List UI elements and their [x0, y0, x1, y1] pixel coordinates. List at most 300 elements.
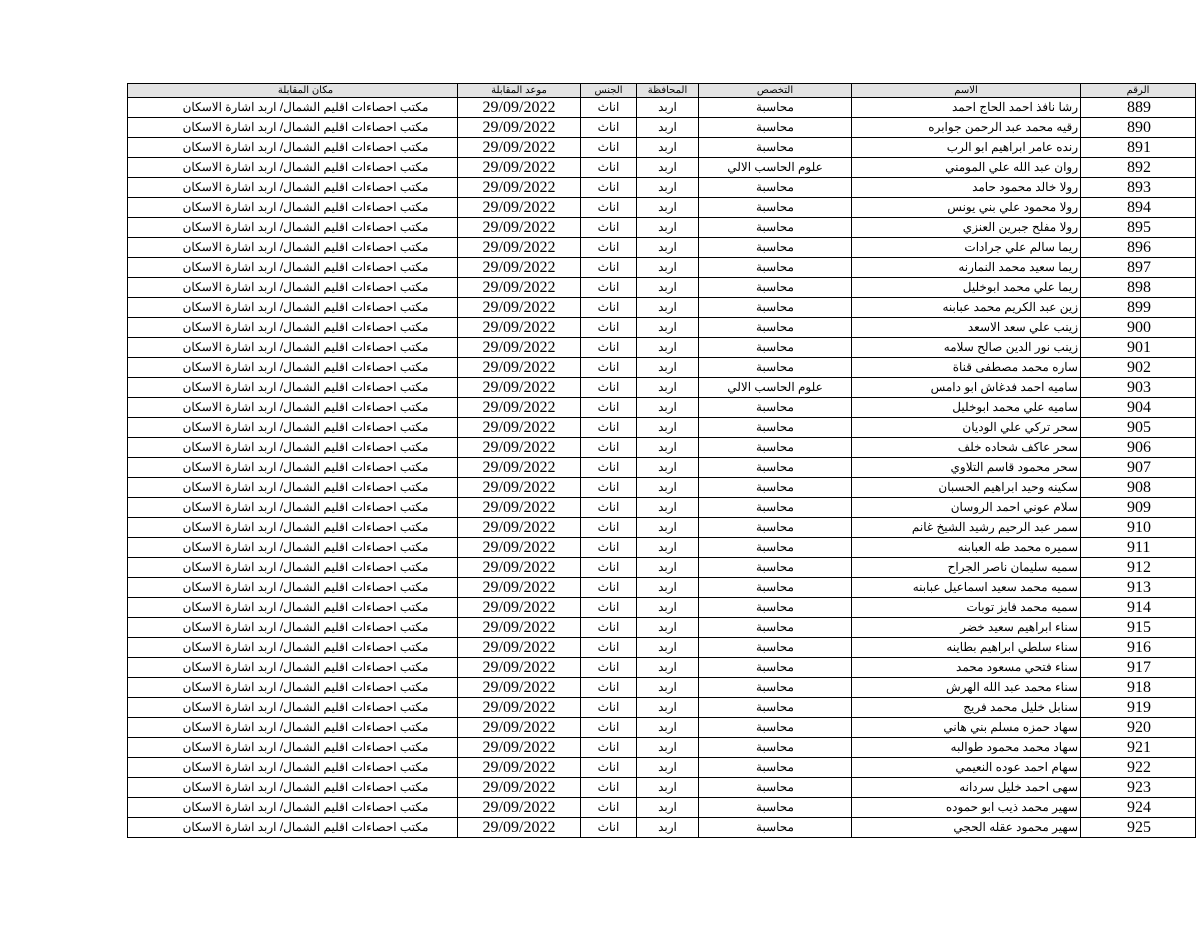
cell-number: 916 [1081, 638, 1196, 658]
table-row [128, 338, 1196, 358]
cell-interview-place: مكتب احصاءات اقليم الشمال/ اربد اشارة الاسكان [128, 558, 458, 578]
cell-interview-place: مكتب احصاءات اقليم الشمال/ اربد اشارة الاسكان [128, 498, 458, 518]
cell-gender: اناث [581, 298, 637, 318]
cell-interview-place: مكتب احصاءات اقليم الشمال/ اربد اشارة الاسكان [128, 178, 458, 198]
cell-province: اربد [637, 578, 699, 598]
cell-specialty: محاسبة [699, 398, 852, 418]
cell-interview-place: مكتب احصاءات اقليم الشمال/ اربد اشارة الاسكان [128, 598, 458, 618]
cell-specialty: محاسبة [699, 438, 852, 458]
cell-interview-place: مكتب احصاءات اقليم الشمال/ اربد اشارة الاسكان [128, 338, 458, 358]
cell-interview-place: مكتب احصاءات اقليم الشمال/ اربد اشارة الاسكان [128, 458, 458, 478]
cell-gender: اناث [581, 258, 637, 278]
cell-province: اربد [637, 278, 699, 298]
cell-specialty: محاسبة [699, 558, 852, 578]
table-row [128, 298, 1196, 318]
cell-interview-date: 29/09/2022 [458, 158, 581, 178]
cell-gender: اناث [581, 378, 637, 398]
header-name: الاسم [852, 84, 1081, 98]
cell-interview-date: 29/09/2022 [458, 698, 581, 718]
cell-interview-date: 29/09/2022 [458, 638, 581, 658]
cell-number: 908 [1081, 478, 1196, 498]
cell-province: اربد [637, 678, 699, 698]
cell-name: زين عبد الكريم محمد عبابنه [852, 298, 1081, 318]
cell-province: اربد [637, 398, 699, 418]
cell-gender: اناث [581, 138, 637, 158]
cell-name: سميه محمد فايز توبات [852, 598, 1081, 618]
cell-gender: اناث [581, 278, 637, 298]
cell-specialty: محاسبة [699, 418, 852, 438]
cell-interview-date: 29/09/2022 [458, 198, 581, 218]
cell-number: 892 [1081, 158, 1196, 178]
cell-gender: اناث [581, 818, 637, 838]
cell-specialty: محاسبة [699, 718, 852, 738]
cell-number: 921 [1081, 738, 1196, 758]
cell-name: زينب نور الدين صالح سلامه [852, 338, 1081, 358]
cell-interview-date: 29/09/2022 [458, 598, 581, 618]
cell-interview-date: 29/09/2022 [458, 458, 581, 478]
cell-gender: اناث [581, 798, 637, 818]
cell-interview-date: 29/09/2022 [458, 718, 581, 738]
cell-gender: اناث [581, 698, 637, 718]
table-row [128, 618, 1196, 638]
cell-interview-place: مكتب احصاءات اقليم الشمال/ اربد اشارة الاسكان [128, 218, 458, 238]
cell-number: 915 [1081, 618, 1196, 638]
cell-gender: اناث [581, 758, 637, 778]
table-row [128, 118, 1196, 138]
table-row [128, 318, 1196, 338]
table-row [128, 498, 1196, 518]
table-row [128, 578, 1196, 598]
cell-province: اربد [637, 418, 699, 438]
cell-specialty: محاسبة [699, 118, 852, 138]
cell-gender: اناث [581, 538, 637, 558]
cell-name: سهير محمد ذيب ابو حموده [852, 798, 1081, 818]
cell-name: سحر تركي علي الوديان [852, 418, 1081, 438]
cell-province: اربد [637, 378, 699, 398]
cell-province: اربد [637, 698, 699, 718]
header-province: المحافظة [637, 84, 699, 98]
cell-province: اربد [637, 518, 699, 538]
cell-number: 920 [1081, 718, 1196, 738]
cell-province: اربد [637, 238, 699, 258]
table-row [128, 178, 1196, 198]
cell-interview-date: 29/09/2022 [458, 238, 581, 258]
cell-gender: اناث [581, 718, 637, 738]
cell-interview-place: مكتب احصاءات اقليم الشمال/ اربد اشارة الاسكان [128, 158, 458, 178]
table-row [128, 358, 1196, 378]
cell-number: 905 [1081, 418, 1196, 438]
cell-province: اربد [637, 218, 699, 238]
cell-interview-date: 29/09/2022 [458, 178, 581, 198]
cell-interview-date: 29/09/2022 [458, 378, 581, 398]
cell-interview-date: 29/09/2022 [458, 478, 581, 498]
cell-interview-place: مكتب احصاءات اقليم الشمال/ اربد اشارة الاسكان [128, 638, 458, 658]
cell-specialty: محاسبة [699, 178, 852, 198]
header-interview-date: موعد المقابلة [458, 84, 581, 98]
cell-specialty: محاسبة [699, 338, 852, 358]
cell-interview-place: مكتب احصاءات اقليم الشمال/ اربد اشارة الاسكان [128, 138, 458, 158]
cell-interview-place: مكتب احصاءات اقليم الشمال/ اربد اشارة الاسكان [128, 398, 458, 418]
cell-gender: اناث [581, 498, 637, 518]
cell-gender: اناث [581, 578, 637, 598]
cell-name: ساره محمد مصطفى قناة [852, 358, 1081, 378]
cell-gender: اناث [581, 238, 637, 258]
cell-gender: اناث [581, 618, 637, 638]
cell-gender: اناث [581, 738, 637, 758]
cell-name: سحر عاكف شحاده خلف [852, 438, 1081, 458]
cell-gender: اناث [581, 158, 637, 178]
cell-province: اربد [637, 438, 699, 458]
table-row [128, 798, 1196, 818]
cell-specialty: علوم الحاسب الالي [699, 378, 852, 398]
cell-name: ساميه احمد فدغاش ابو دامس [852, 378, 1081, 398]
cell-number: 904 [1081, 398, 1196, 418]
cell-name: رولا خالد محمود حامد [852, 178, 1081, 198]
cell-gender: اناث [581, 478, 637, 498]
cell-specialty: محاسبة [699, 298, 852, 318]
cell-gender: اناث [581, 638, 637, 658]
cell-interview-place: مكتب احصاءات اقليم الشمال/ اربد اشارة الاسكان [128, 618, 458, 638]
cell-specialty: محاسبة [699, 698, 852, 718]
table-row [128, 218, 1196, 238]
cell-province: اربد [637, 798, 699, 818]
cell-number: 910 [1081, 518, 1196, 538]
cell-name: ريما سالم علي جرادات [852, 238, 1081, 258]
cell-number: 925 [1081, 818, 1196, 838]
cell-name: سناء سلطي ابراهيم بطاينه [852, 638, 1081, 658]
table-row [128, 538, 1196, 558]
cell-province: اربد [637, 718, 699, 738]
cell-province: اربد [637, 758, 699, 778]
cell-number: 906 [1081, 438, 1196, 458]
cell-interview-place: مكتب احصاءات اقليم الشمال/ اربد اشارة الاسكان [128, 198, 458, 218]
table-row [128, 278, 1196, 298]
cell-province: اربد [637, 658, 699, 678]
cell-province: اربد [637, 458, 699, 478]
cell-number: 909 [1081, 498, 1196, 518]
cell-province: اربد [637, 558, 699, 578]
cell-gender: اناث [581, 518, 637, 538]
cell-interview-place: مكتب احصاءات اقليم الشمال/ اربد اشارة الاسكان [128, 658, 458, 678]
table-row [128, 98, 1196, 118]
cell-interview-place: مكتب احصاءات اقليم الشمال/ اربد اشارة الاسكان [128, 258, 458, 278]
cell-name: سنابل خليل محمد فريج [852, 698, 1081, 718]
cell-province: اربد [637, 358, 699, 378]
cell-number: 912 [1081, 558, 1196, 578]
cell-interview-date: 29/09/2022 [458, 98, 581, 118]
cell-specialty: محاسبة [699, 198, 852, 218]
cell-gender: اناث [581, 318, 637, 338]
cell-name: سلام عوني احمد الروسان [852, 498, 1081, 518]
cell-number: 907 [1081, 458, 1196, 478]
cell-number: 923 [1081, 778, 1196, 798]
cell-specialty: محاسبة [699, 98, 852, 118]
cell-interview-date: 29/09/2022 [458, 318, 581, 338]
cell-interview-place: مكتب احصاءات اقليم الشمال/ اربد اشارة الاسكان [128, 678, 458, 698]
cell-interview-place: مكتب احصاءات اقليم الشمال/ اربد اشارة الاسكان [128, 298, 458, 318]
table-row [128, 638, 1196, 658]
table-row [128, 778, 1196, 798]
cell-interview-place: مكتب احصاءات اقليم الشمال/ اربد اشارة الاسكان [128, 758, 458, 778]
cell-province: اربد [637, 498, 699, 518]
cell-specialty: محاسبة [699, 358, 852, 378]
cell-interview-date: 29/09/2022 [458, 818, 581, 838]
cell-interview-place: مكتب احصاءات اقليم الشمال/ اربد اشارة الاسكان [128, 378, 458, 398]
cell-name: سهام احمد عوده النعيمي [852, 758, 1081, 778]
cell-gender: اناث [581, 358, 637, 378]
cell-specialty: محاسبة [699, 818, 852, 838]
cell-specialty: محاسبة [699, 258, 852, 278]
cell-number: 914 [1081, 598, 1196, 618]
cell-interview-place: مكتب احصاءات اقليم الشمال/ اربد اشارة الاسكان [128, 718, 458, 738]
cell-interview-date: 29/09/2022 [458, 778, 581, 798]
cell-interview-date: 29/09/2022 [458, 418, 581, 438]
candidates-table [127, 83, 1196, 838]
cell-province: اربد [637, 778, 699, 798]
cell-specialty: محاسبة [699, 578, 852, 598]
cell-specialty: محاسبة [699, 598, 852, 618]
table-row [128, 598, 1196, 618]
cell-province: اربد [637, 538, 699, 558]
table-row [128, 258, 1196, 278]
cell-specialty: محاسبة [699, 638, 852, 658]
cell-interview-date: 29/09/2022 [458, 218, 581, 238]
cell-specialty: محاسبة [699, 518, 852, 538]
table-row [128, 198, 1196, 218]
cell-number: 890 [1081, 118, 1196, 138]
cell-interview-date: 29/09/2022 [458, 498, 581, 518]
cell-interview-date: 29/09/2022 [458, 138, 581, 158]
cell-province: اربد [637, 478, 699, 498]
cell-interview-place: مكتب احصاءات اقليم الشمال/ اربد اشارة الاسكان [128, 478, 458, 498]
cell-province: اربد [637, 818, 699, 838]
cell-name: سحر محمود قاسم التلاوي [852, 458, 1081, 478]
cell-province: اربد [637, 318, 699, 338]
cell-interview-date: 29/09/2022 [458, 118, 581, 138]
cell-name: سمر عبد الرحيم رشيد الشيخ غانم [852, 518, 1081, 538]
cell-interview-place: مكتب احصاءات اقليم الشمال/ اربد اشارة الاسكان [128, 358, 458, 378]
cell-number: 896 [1081, 238, 1196, 258]
table-row [128, 158, 1196, 178]
cell-name: رنده عامر ابراهيم ابو الرب [852, 138, 1081, 158]
cell-number: 913 [1081, 578, 1196, 598]
cell-gender: اناث [581, 398, 637, 418]
table-row [128, 378, 1196, 398]
table-row [128, 658, 1196, 678]
cell-number: 899 [1081, 298, 1196, 318]
cell-name: سناء محمد عبد الله الهرش [852, 678, 1081, 698]
cell-interview-place: مكتب احصاءات اقليم الشمال/ اربد اشارة الاسكان [128, 318, 458, 338]
cell-province: اربد [637, 598, 699, 618]
cell-name: رولا مفلح جبرين العنزي [852, 218, 1081, 238]
cell-number: 894 [1081, 198, 1196, 218]
cell-specialty: محاسبة [699, 138, 852, 158]
cell-gender: اناث [581, 458, 637, 478]
cell-name: ريما سعيد محمد النمارنه [852, 258, 1081, 278]
cell-specialty: محاسبة [699, 618, 852, 638]
cell-specialty: محاسبة [699, 538, 852, 558]
cell-number: 901 [1081, 338, 1196, 358]
cell-province: اربد [637, 738, 699, 758]
cell-interview-date: 29/09/2022 [458, 558, 581, 578]
cell-interview-date: 29/09/2022 [458, 518, 581, 538]
cell-specialty: محاسبة [699, 238, 852, 258]
cell-specialty: محاسبة [699, 318, 852, 338]
table-row [128, 518, 1196, 538]
cell-province: اربد [637, 198, 699, 218]
cell-interview-place: مكتب احصاءات اقليم الشمال/ اربد اشارة الاسكان [128, 818, 458, 838]
cell-province: اربد [637, 138, 699, 158]
cell-number: 918 [1081, 678, 1196, 698]
cell-specialty: محاسبة [699, 678, 852, 698]
cell-interview-place: مكتب احصاءات اقليم الشمال/ اربد اشارة الاسكان [128, 118, 458, 138]
table-row [128, 818, 1196, 838]
cell-gender: اناث [581, 658, 637, 678]
cell-province: اربد [637, 338, 699, 358]
table-row [128, 458, 1196, 478]
header-number: الرقم [1081, 84, 1196, 98]
cell-number: 922 [1081, 758, 1196, 778]
cell-specialty: محاسبة [699, 758, 852, 778]
header-specialty: التخصص [699, 84, 852, 98]
cell-interview-date: 29/09/2022 [458, 758, 581, 778]
header-gender: الجنس [581, 84, 637, 98]
cell-province: اربد [637, 618, 699, 638]
cell-specialty: محاسبة [699, 658, 852, 678]
cell-interview-place: مكتب احصاءات اقليم الشمال/ اربد اشارة الاسكان [128, 98, 458, 118]
cell-name: رقيه محمد عبد الرحمن جوابره [852, 118, 1081, 138]
cell-interview-date: 29/09/2022 [458, 338, 581, 358]
cell-name: سميه سليمان ناصر الجراح [852, 558, 1081, 578]
cell-interview-place: مكتب احصاءات اقليم الشمال/ اربد اشارة الاسكان [128, 438, 458, 458]
cell-interview-date: 29/09/2022 [458, 538, 581, 558]
cell-number: 903 [1081, 378, 1196, 398]
cell-province: اربد [637, 158, 699, 178]
cell-gender: اناث [581, 338, 637, 358]
cell-gender: اناث [581, 438, 637, 458]
cell-specialty: محاسبة [699, 498, 852, 518]
cell-number: 891 [1081, 138, 1196, 158]
cell-name: ريما علي محمد ابوخليل [852, 278, 1081, 298]
table-row [128, 418, 1196, 438]
table-row [128, 738, 1196, 758]
cell-interview-place: مكتب احصاءات اقليم الشمال/ اربد اشارة الاسكان [128, 418, 458, 438]
cell-name: رشا نافذ احمد الحاج احمد [852, 98, 1081, 118]
cell-gender: اناث [581, 418, 637, 438]
cell-province: اربد [637, 118, 699, 138]
cell-name: سكينه وحيد ابراهيم الحسبان [852, 478, 1081, 498]
cell-interview-date: 29/09/2022 [458, 258, 581, 278]
cell-province: اربد [637, 178, 699, 198]
cell-specialty: محاسبة [699, 778, 852, 798]
cell-gender: اناث [581, 678, 637, 698]
table-row [128, 698, 1196, 718]
cell-interview-date: 29/09/2022 [458, 618, 581, 638]
cell-gender: اناث [581, 558, 637, 578]
cell-gender: اناث [581, 198, 637, 218]
cell-specialty: محاسبة [699, 798, 852, 818]
table-row [128, 558, 1196, 578]
cell-specialty: محاسبة [699, 478, 852, 498]
cell-specialty: محاسبة [699, 218, 852, 238]
cell-interview-place: مكتب احصاءات اقليم الشمال/ اربد اشارة الاسكان [128, 798, 458, 818]
cell-gender: اناث [581, 178, 637, 198]
cell-province: اربد [637, 298, 699, 318]
cell-interview-date: 29/09/2022 [458, 578, 581, 598]
header-interview-place: مكان المقابلة [128, 84, 458, 98]
cell-name: ساميه علي محمد ابوخليل [852, 398, 1081, 418]
cell-interview-place: مكتب احصاءات اقليم الشمال/ اربد اشارة الاسكان [128, 238, 458, 258]
cell-interview-date: 29/09/2022 [458, 798, 581, 818]
table-body [128, 98, 1196, 838]
cell-name: روان عبد الله علي المومني [852, 158, 1081, 178]
cell-number: 895 [1081, 218, 1196, 238]
cell-gender: اناث [581, 218, 637, 238]
table-row [128, 398, 1196, 418]
cell-interview-place: مكتب احصاءات اقليم الشمال/ اربد اشارة الاسكان [128, 578, 458, 598]
cell-interview-date: 29/09/2022 [458, 358, 581, 378]
cell-interview-date: 29/09/2022 [458, 398, 581, 418]
cell-number: 889 [1081, 98, 1196, 118]
cell-name: سهى احمد خليل سردانه [852, 778, 1081, 798]
cell-number: 898 [1081, 278, 1196, 298]
cell-specialty: محاسبة [699, 458, 852, 478]
cell-name: سناء فتحي مسعود محمد [852, 658, 1081, 678]
table-row [128, 478, 1196, 498]
cell-name: رولا محمود علي بني يونس [852, 198, 1081, 218]
cell-interview-date: 29/09/2022 [458, 438, 581, 458]
cell-interview-date: 29/09/2022 [458, 678, 581, 698]
header-row [128, 84, 1196, 98]
cell-number: 893 [1081, 178, 1196, 198]
cell-interview-place: مكتب احصاءات اقليم الشمال/ اربد اشارة الاسكان [128, 278, 458, 298]
cell-interview-place: مكتب احصاءات اقليم الشمال/ اربد اشارة الاسكان [128, 698, 458, 718]
table-row [128, 238, 1196, 258]
table-row [128, 718, 1196, 738]
cell-interview-date: 29/09/2022 [458, 738, 581, 758]
cell-gender: اناث [581, 98, 637, 118]
cell-specialty: محاسبة [699, 738, 852, 758]
cell-province: اربد [637, 98, 699, 118]
cell-interview-date: 29/09/2022 [458, 298, 581, 318]
cell-name: سميه محمد سعيد اسماعيل عبابنه [852, 578, 1081, 598]
cell-name: سميره محمد طه العبابنه [852, 538, 1081, 558]
cell-name: سهير محمود عقله الحجي [852, 818, 1081, 838]
table-row [128, 138, 1196, 158]
table-row [128, 758, 1196, 778]
table-row [128, 678, 1196, 698]
cell-number: 911 [1081, 538, 1196, 558]
cell-name: سناء ابراهيم سعيد خضر [852, 618, 1081, 638]
cell-interview-place: مكتب احصاءات اقليم الشمال/ اربد اشارة الاسكان [128, 518, 458, 538]
cell-name: زينب علي سعد الاسعد [852, 318, 1081, 338]
cell-interview-date: 29/09/2022 [458, 658, 581, 678]
cell-number: 902 [1081, 358, 1196, 378]
cell-gender: اناث [581, 598, 637, 618]
cell-number: 924 [1081, 798, 1196, 818]
cell-province: اربد [637, 258, 699, 278]
cell-number: 900 [1081, 318, 1196, 338]
cell-name: سهاد حمزه مسلم بني هاني [852, 718, 1081, 738]
cell-number: 897 [1081, 258, 1196, 278]
cell-interview-place: مكتب احصاءات اقليم الشمال/ اربد اشارة الاسكان [128, 738, 458, 758]
cell-number: 917 [1081, 658, 1196, 678]
cell-gender: اناث [581, 778, 637, 798]
cell-interview-date: 29/09/2022 [458, 278, 581, 298]
cell-interview-place: مكتب احصاءات اقليم الشمال/ اربد اشارة الاسكان [128, 538, 458, 558]
cell-interview-place: مكتب احصاءات اقليم الشمال/ اربد اشارة الاسكان [128, 778, 458, 798]
cell-specialty: علوم الحاسب الالي [699, 158, 852, 178]
